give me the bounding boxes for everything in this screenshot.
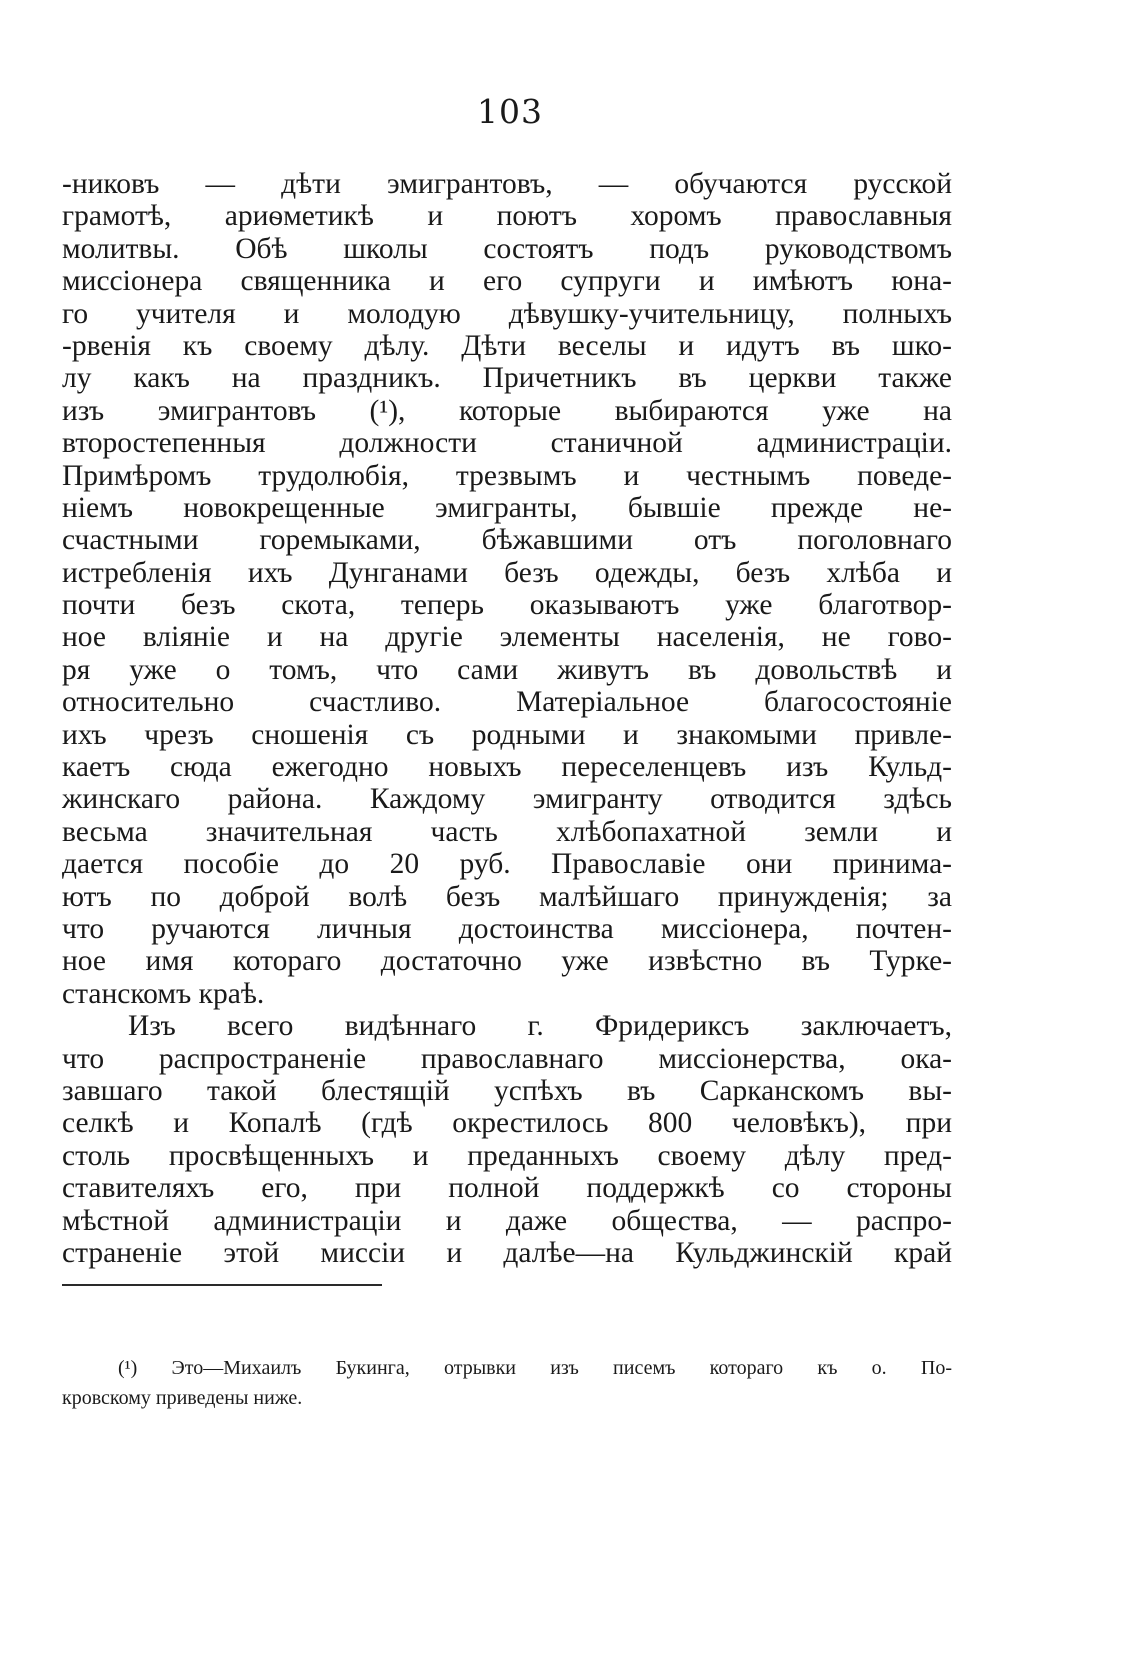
text-line: счастными горемыками, бѣжавшими отъ поголовнаго	[62, 524, 952, 557]
paragraph-1	[62, 168, 952, 1010]
text-line: грамотѣ, ариѳметикѣ и поютъ хоромъ православныя	[62, 200, 952, 233]
text-line: миссіонера священника и его супруги и имѣютъ юна-	[62, 265, 952, 298]
footnote	[62, 1353, 952, 1413]
footnote-line: (¹) Это—Михаилъ Букинга, отрывки изъ писемъ котораго къ о. По-	[118, 1357, 952, 1379]
footnote-line: кровскому приведены ниже.	[62, 1387, 303, 1409]
text-line: ное вліяніе и на другіе элементы населенія, не гово-	[62, 621, 952, 654]
text-line: го учителя и молодую дѣвушку-учительницу, полныхъ	[62, 297, 952, 330]
text-line: станскомъ краѣ.	[62, 977, 265, 1010]
text-line: -рвенія къ своему дѣлу. Дѣти веселы и идутъ въ шко-	[62, 329, 952, 362]
text-line: завшаго такой блестящій успѣхъ въ Сарканскомъ вы-	[62, 1074, 952, 1107]
text-line: дается пособіе до 20 руб. Православіе они принима-	[62, 848, 952, 881]
text-line: каетъ сюда ежегодно новыхъ переселенцевъ изъ Кульд-	[62, 751, 952, 784]
text-line: страненіе этой миссіи и далѣе—на Кульджинскій край	[62, 1236, 952, 1269]
text-line: весьма значительная часть хлѣбопахатной земли и	[62, 815, 952, 848]
paragraph-2	[62, 1010, 952, 1269]
text-line: истребленія ихъ Дунганами безъ одежды, безъ хлѣба и	[62, 556, 952, 589]
text-line: -никовъ — дѣти эмигрантовъ, — обучаются русской	[62, 168, 952, 200]
text-line: мѣстной администраціи и даже общества, — распро-	[62, 1204, 952, 1237]
text-line: Изъ всего видѣннаго г. Фридериксъ заключаетъ,	[128, 1010, 952, 1043]
text-line: относительно счастливо. Матеріальное благосостояніе	[62, 686, 952, 719]
text-line: жинскаго района. Каждому эмигранту отводится здѣсь	[62, 783, 952, 816]
text-line: ютъ по доброй волѣ безъ малѣйшаго принужденія; за	[62, 880, 952, 913]
footnote-divider	[62, 1284, 382, 1286]
text-line: столь просвѣщенныхъ и преданныхъ своему дѣлу пред-	[62, 1139, 952, 1172]
text-line: второстепенныя должности станичной администраціи.	[62, 427, 952, 460]
text-line: ное имя котораго достаточно уже извѣстно въ Турке-	[62, 945, 952, 978]
text-line: ніемъ новокрещенные эмигранты, бывшіе прежде не-	[62, 491, 952, 524]
text-line: почти безъ скота, теперь оказываютъ уже благотвор-	[62, 589, 952, 622]
text-line: что ручаются личныя достоинства миссіонера, почтен-	[62, 912, 952, 945]
text-line: ихъ чрезъ сношенія съ родными и знакомыми привле-	[62, 718, 952, 751]
body-text	[62, 168, 952, 1269]
text-line: ря уже о томъ, что сами живутъ въ довольствѣ и	[62, 653, 952, 686]
text-line: ставителяхъ его, при полной поддержкѣ со стороны	[62, 1172, 952, 1205]
text-line: лу какъ на праздникъ. Причетникъ въ церкви также	[62, 362, 952, 395]
text-line: Примѣромъ трудолюбія, трезвымъ и честнымъ поведе-	[62, 459, 952, 492]
page-number: 103	[477, 92, 543, 131]
text-line: изъ эмигрантовъ (¹), которые выбираются уже на	[62, 394, 952, 427]
text-line: селкѣ и Копалѣ (гдѣ окрестилось 800 человѣкъ), при	[62, 1107, 952, 1140]
text-line: молитвы. Обѣ школы состоятъ подъ руководствомъ	[62, 232, 952, 265]
text-line: что распространеніе православнаго миссіонерства, ока-	[62, 1042, 952, 1075]
